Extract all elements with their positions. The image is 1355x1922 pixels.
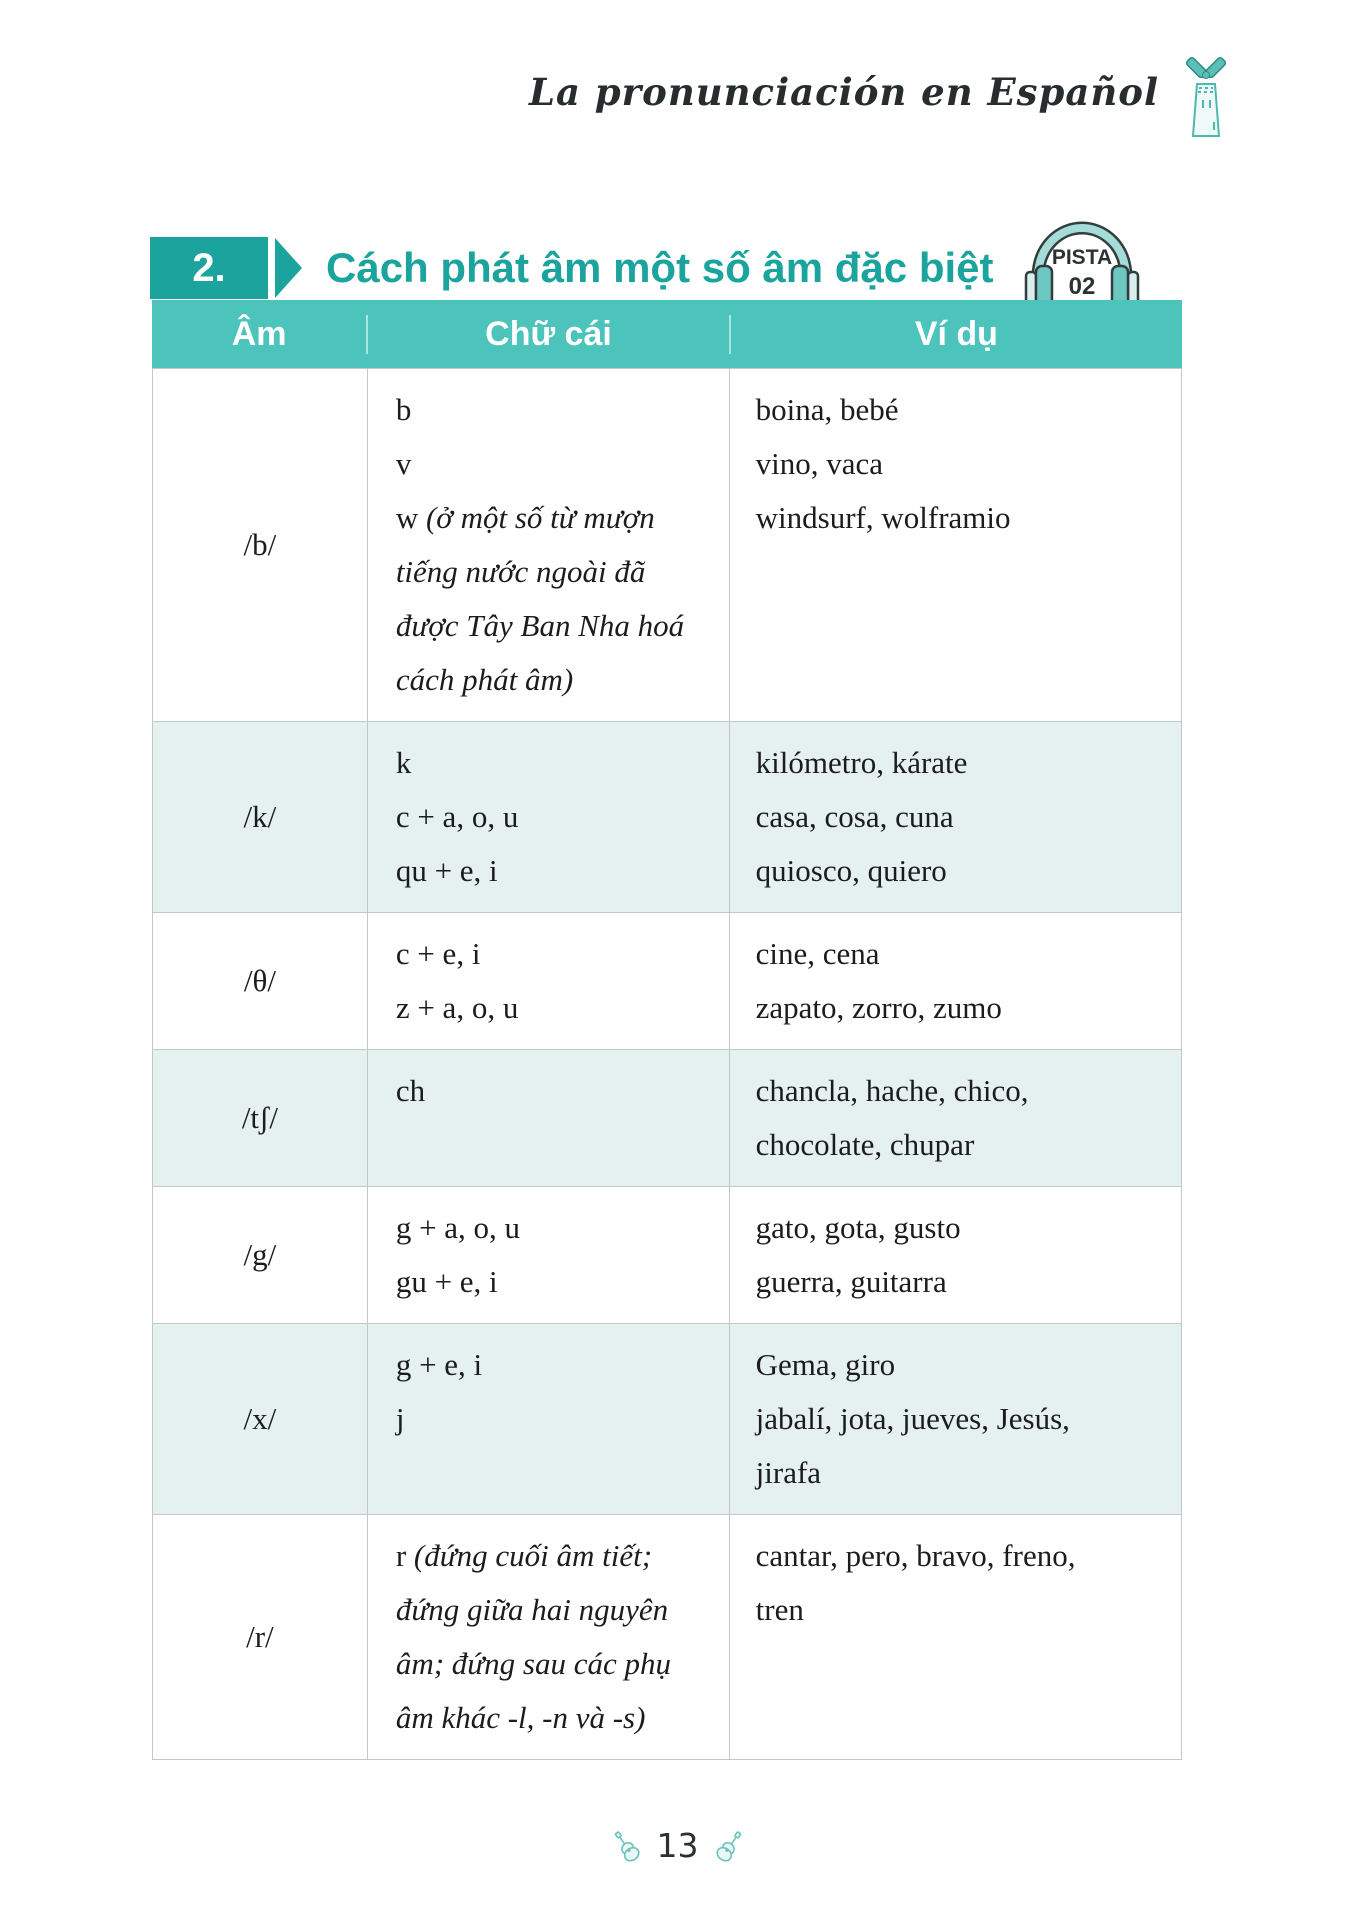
guitar-icon-right [715,1829,745,1863]
phoneme-label: /tʃ/ [241,1100,278,1135]
sound-cell [153,1187,367,1323]
letter-text: r [395,1538,414,1573]
letters-cell [367,722,729,912]
letters-line [396,736,711,790]
letter-text: gu + e, i [395,1264,498,1299]
letter-note: âm; đứng sau các phụ [395,1646,672,1681]
letter-text: g + e, i [395,1347,483,1382]
table-row [153,912,1181,1049]
examples-cell [729,913,1181,1049]
table-body [152,368,1182,1760]
windmill-icon [1173,44,1239,140]
letter-note: (đứng cuối âm tiết; [413,1538,653,1573]
phoneme-label: /k/ [243,799,277,834]
letter-text: g + a, o, u [395,1210,521,1245]
letters-line [396,545,711,599]
phoneme-label: /r/ [246,1619,274,1654]
letters-cell [367,369,729,721]
letter-text: w [395,500,426,535]
letter-text: c + e, i [395,936,481,971]
letters-line [396,491,711,545]
section-number-badge [150,237,302,299]
page-footer [0,1826,1355,1865]
letters-line [396,1064,711,1118]
letter-note: âm khác -l, -n và -s) [395,1700,646,1735]
letters-line [396,383,711,437]
letters-line [396,1637,711,1691]
examples-cell [729,1324,1181,1514]
letter-note: tiếng nước ngoài đã [395,554,646,589]
table-header-row [152,300,1182,368]
table-row [153,1323,1181,1514]
table-row [153,369,1181,721]
pronunciation-table [152,300,1182,1760]
letters-line [396,437,711,491]
example-line: guerra, guitarra [755,1264,947,1299]
letters-line [396,927,711,981]
section-number: 2. [150,237,268,299]
letters-cell [367,1187,729,1323]
letters-line [396,1392,711,1446]
letter-text: v [395,446,412,481]
running-header [529,44,1239,140]
letters-cell [367,913,729,1049]
letters-line [396,1201,711,1255]
example-line: windsurf, wolframio [755,500,1011,535]
example-line: chancla, hache, chico, [755,1073,1029,1108]
example-line: gato, gota, gusto [755,1210,961,1245]
letter-text: z + a, o, u [395,990,519,1025]
example-line: Gema, giro [755,1347,896,1382]
example-line: cantar, pero, bravo, freno, [755,1538,1076,1573]
example-line: vino, vaca [755,446,884,481]
sound-cell [153,1515,367,1759]
letter-text: j [395,1401,405,1436]
example-line: boina, bebé [755,392,899,427]
letters-cell [367,1324,729,1514]
examples-cell [729,1187,1181,1323]
sound-cell [153,722,367,912]
letters-line [396,1583,711,1637]
phoneme-label: /x/ [243,1401,277,1436]
sound-cell [153,1324,367,1514]
example-line: chocolate, chupar [755,1127,975,1162]
table-row [153,1186,1181,1323]
phoneme-label: /b/ [243,527,277,562]
example-line: tren [755,1592,804,1627]
phoneme-label: /θ/ [243,963,276,998]
example-line: cine, cena [755,936,880,971]
letter-note: cách phát âm) [395,662,574,697]
letters-line [396,599,711,653]
example-line: jabalí, jota, jueves, Jesús, [755,1401,1070,1436]
example-line: jirafa [755,1455,822,1490]
table-row [153,721,1181,912]
letter-text: b [395,392,412,427]
examples-cell [729,1515,1181,1759]
running-header-title: La pronunciación en Español [528,70,1159,114]
column-header-letters: Chữ cái [366,315,729,354]
example-line: kilómetro, kárate [755,745,968,780]
table-row [153,1049,1181,1186]
letter-text: c + a, o, u [395,799,519,834]
sound-cell [153,1050,367,1186]
letter-text: qu + e, i [395,853,498,888]
examples-cell [729,369,1181,721]
phoneme-label: /g/ [243,1237,277,1272]
example-line: quiosco, quiero [755,853,947,888]
letters-line [396,1338,711,1392]
letters-cell [367,1515,729,1759]
guitar-icon-left [611,1829,641,1863]
sound-cell [153,369,367,721]
audio-badge-line2: 02 [1068,273,1095,300]
examples-cell [729,1050,1181,1186]
letter-text: ch [395,1073,426,1108]
page-number: 13 [656,1826,699,1865]
letter-note: được Tây Ban Nha hoá [395,608,685,643]
column-header-examples: Ví dụ [729,315,1182,354]
examples-cell [729,722,1181,912]
example-line: zapato, zorro, zumo [755,990,1002,1025]
letters-line [396,653,711,707]
letters-line [396,790,711,844]
letter-text: k [395,745,412,780]
sound-cell [153,913,367,1049]
table-row [153,1514,1181,1759]
audio-badge-line1: PISTA [1051,246,1112,269]
example-line: casa, cosa, cuna [755,799,954,834]
column-header-sound: Âm [231,314,287,353]
letters-line [396,1529,711,1583]
letters-line [396,1255,711,1309]
letters-line [396,1691,711,1745]
letters-cell [367,1050,729,1186]
letter-note: (ở một số từ mượn [425,500,655,535]
letters-line [396,981,711,1035]
section-title: Cách phát âm một số âm đặc biệt [326,244,994,291]
letters-line [396,844,711,898]
letter-note: đứng giữa hai nguyên [395,1592,669,1627]
badge-arrow-icon [275,238,302,298]
